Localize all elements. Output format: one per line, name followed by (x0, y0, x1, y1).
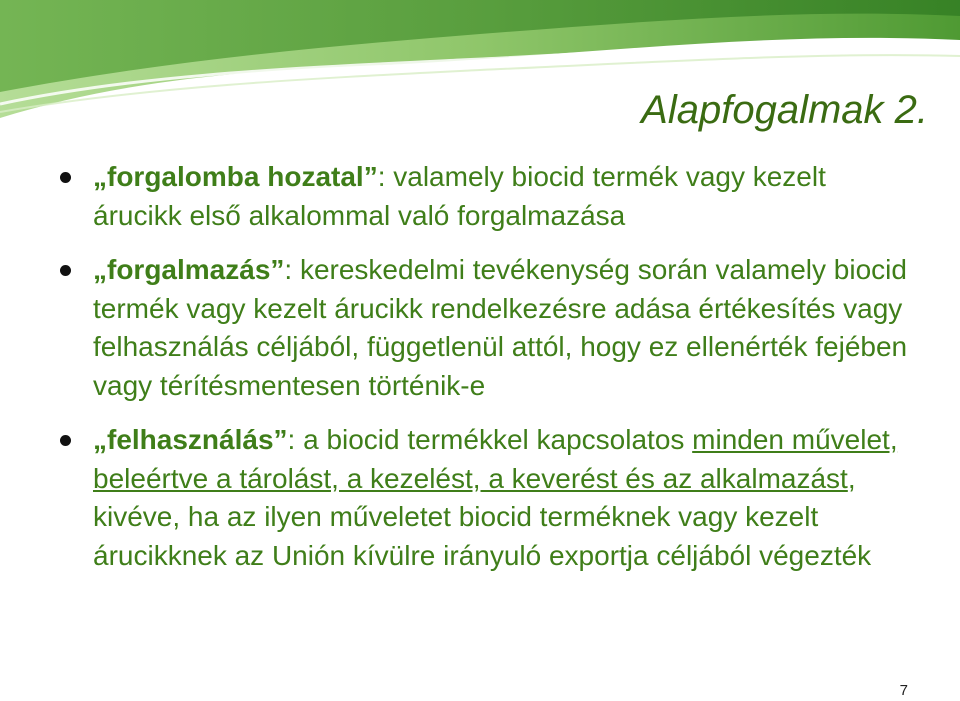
definition-forgalmazas: : kereskedelmi tevékenység során valamely biocid termék vagy kezelt árucikk rendelkezésre adása értékesítés vagy felhasználás céljából, függetlenül attól, hogy ez ellenérték fejében vagy térítésmentesen történik-e (93, 254, 908, 401)
header-wave-banner (0, 0, 960, 160)
bullet-dot-icon (60, 265, 71, 276)
page-number: 7 (899, 682, 908, 699)
definition-felhasznalas-end: , kivéve, ha az ilyen műveletet biocid terméknek vagy kezelt árucikknek az Unión kívülre irányuló exportja céljából végezték (93, 462, 872, 571)
slide-title: Alapfogalmak 2. (641, 88, 928, 132)
definition-felhasznalas-underlined: minden művelet, beleértve a tárolást, a kezelést, a keverést és az alkalmazást (93, 424, 898, 494)
bullet-forgalmazas (60, 251, 920, 405)
bullet-dot-icon (60, 435, 71, 446)
term-felhasznalas: „felhasználás” (93, 424, 288, 455)
bullet-dot-icon (60, 172, 71, 183)
bullet-forgalomba-hozatal (60, 158, 920, 235)
term-forgalmazas: „forgalmazás” (93, 254, 285, 285)
definition-felhasznalas-start: : a biocid termékkel kapcsolatos (287, 424, 693, 455)
term-forgalomba-hozatal: „forgalomba hozatal” (93, 161, 378, 192)
bullet-list (60, 158, 920, 591)
definition-forgalomba-hozatal: : valamely biocid termék vagy kezelt árucikk első alkalommal való forgalmazása (93, 161, 826, 231)
bullet-felhasznalas (60, 421, 920, 575)
